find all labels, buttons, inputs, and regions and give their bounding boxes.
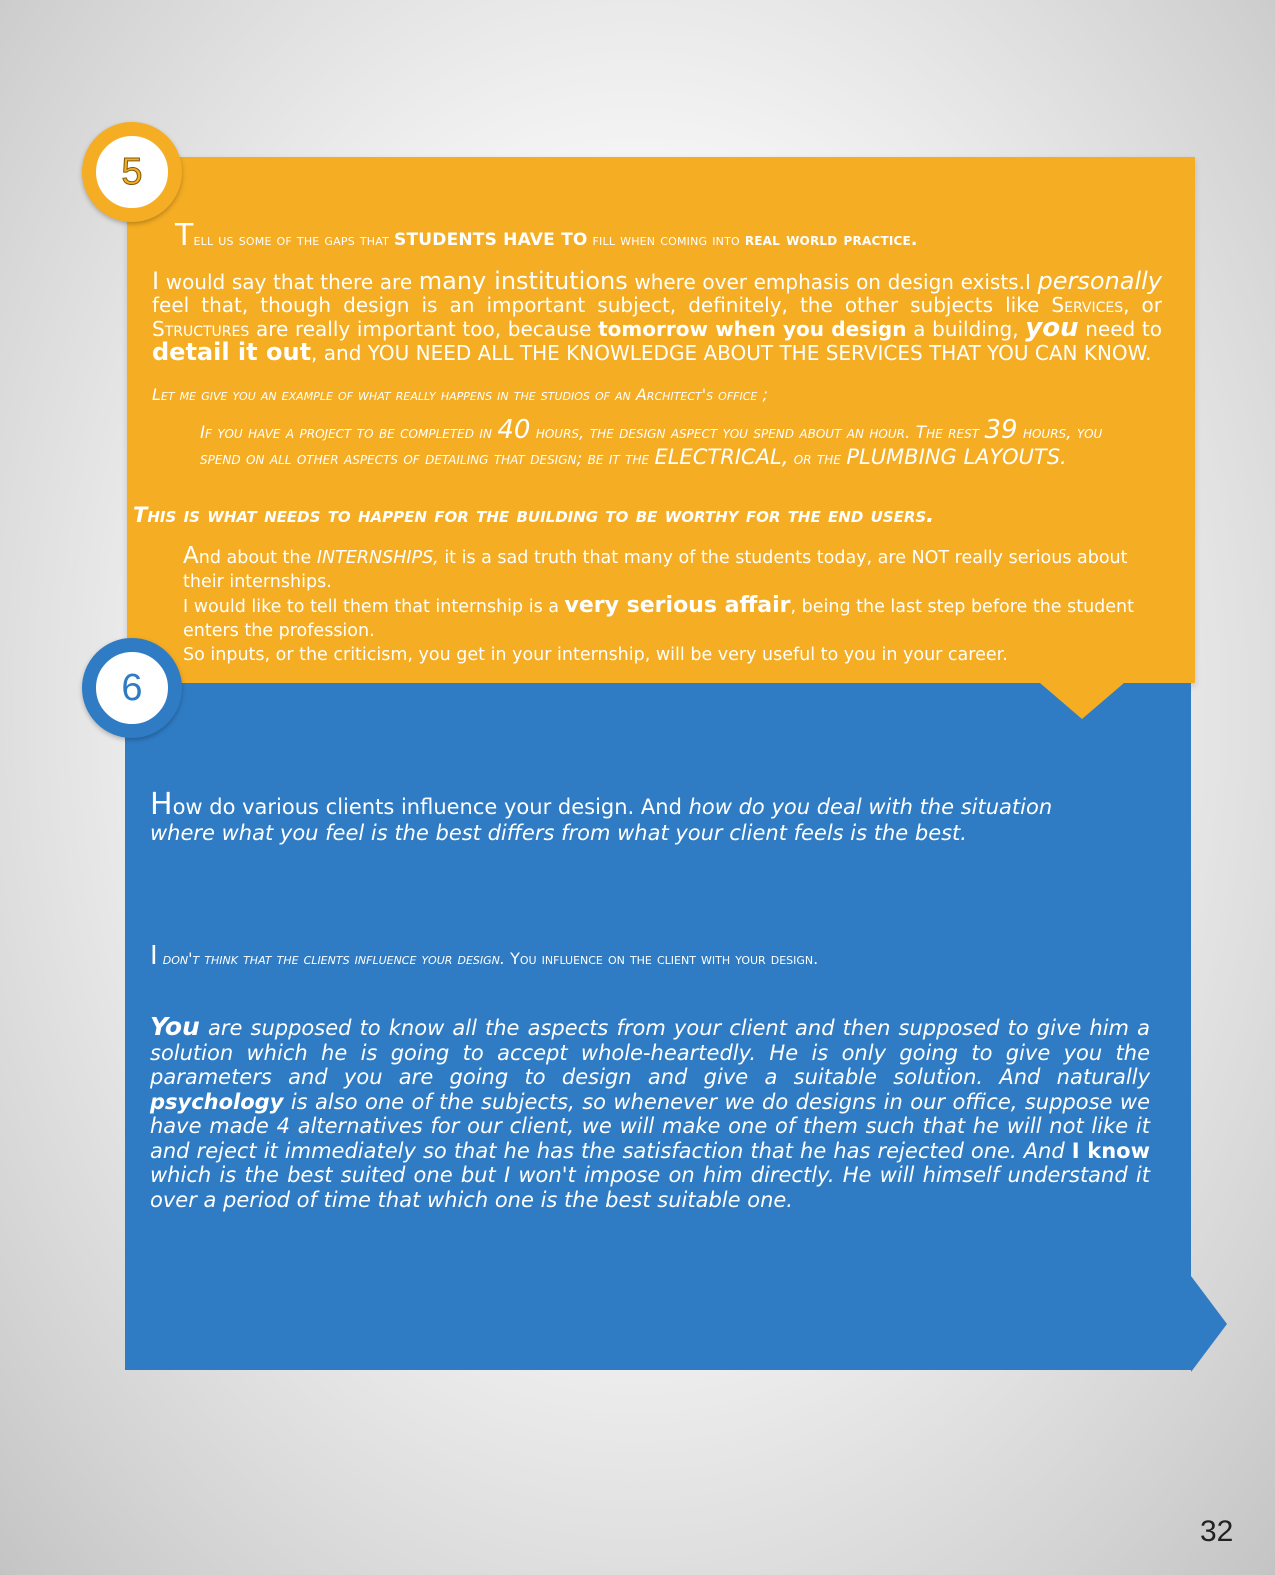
- text-emphasis: You: [150, 1012, 200, 1041]
- drop-cap: H: [150, 787, 173, 822]
- heading-highlight: STUDENTS HAVE TO: [394, 230, 588, 250]
- text-run: or the: [788, 449, 847, 469]
- text-run: , or: [1123, 293, 1162, 317]
- internship-paragraph: [183, 544, 1158, 667]
- question-number-badge-5: [82, 122, 182, 222]
- text-run: are supposed to know all the aspects from your client and then supposed to give him a solution which he is going to accept whole-heartedly. He is only going to give you the parameters and you are going to design and give a suitable solution. And naturally: [150, 1016, 1150, 1089]
- text-emphasis: many institutions: [418, 267, 628, 295]
- text-run: nd about the: [198, 548, 317, 568]
- badge-number: 5: [121, 150, 143, 193]
- text-run: hours, you spend on all other aspects of detailing that design; be it the: [200, 423, 1103, 469]
- paragraph: So inputs, or the criticism, you get in your internship, will be very useful to you in your career.: [183, 645, 1008, 665]
- text-emphasis: Structures: [152, 317, 250, 341]
- question-6-heading: [150, 787, 1120, 846]
- drop-cap: T: [175, 218, 194, 253]
- heading-text: fill when coming into: [587, 231, 745, 249]
- speech-pointer: [1040, 683, 1124, 719]
- text-run: feel that, though design is an important subject, definitely, the other subjects like: [152, 293, 1052, 317]
- text-run: don't think that the clients influence your design.: [157, 949, 505, 968]
- text-emphasis: personally: [1037, 267, 1163, 295]
- text-run: need to: [1078, 317, 1162, 341]
- text-run: , and YOU NEED ALL THE KNOWLEDGE ABOUT THE SERVICES THAT YOU CAN KNOW.: [311, 341, 1152, 365]
- heading-highlight: real world practice.: [744, 230, 918, 250]
- question-number-badge-6: [82, 638, 182, 738]
- badge-number: 6: [121, 666, 143, 709]
- heading-text: how do you deal with the situation where what you feel is the best differs from what your client feels is the best.: [150, 795, 1053, 845]
- text-emphasis: 40: [497, 415, 531, 445]
- text-emphasis: Services: [1051, 293, 1124, 317]
- heading-text: ell us some of the gaps that: [193, 231, 395, 249]
- text-run: would say that there are: [159, 270, 419, 294]
- text-run: where over emphasis on design exists.I: [627, 270, 1038, 294]
- drop-cap: I: [152, 267, 160, 295]
- paragraph: [183, 544, 1158, 594]
- drop-cap: I: [150, 941, 158, 971]
- text-emphasis: very serious affair: [564, 593, 791, 618]
- text-run: I would like to tell them that internship is a: [183, 597, 565, 617]
- text-run: are really important too, because: [249, 317, 599, 341]
- text-run: You influence on the client with your design.: [504, 949, 819, 968]
- heading-text: ow do various clients influence your design. And: [172, 795, 689, 819]
- text-run: is also one of the subjects, so whenever we do designs in our office, suppose we have made 4 alternatives for our client, we will make one of them such that he will not like it and reject it immediately so that he has the satisfaction that he has rejected one. And: [150, 1089, 1150, 1163]
- text-run: a building,: [906, 317, 1026, 341]
- example-intro: Let me give you an example of what really happens in the studios of an Architect's office ;: [152, 385, 768, 404]
- text-emphasis: you: [1025, 313, 1079, 343]
- answer-6-paragraph: [150, 1012, 1150, 1212]
- text-run: , being the last step before the student enters the profession.: [183, 597, 1135, 641]
- text-emphasis: INTERNSHIPS,: [316, 548, 439, 568]
- paragraph: [183, 594, 1158, 643]
- text-emphasis: tomorrow when you design: [598, 317, 907, 341]
- text-run: it is a sad truth that many of the students today, are NOT really serious about their internships.: [183, 548, 1128, 592]
- drop-cap: A: [183, 543, 199, 569]
- emphasis-statement: This is what needs to happen for the building to be worthy for the end users.: [133, 503, 935, 527]
- text-emphasis: ELECTRICAL,: [654, 445, 789, 469]
- text-emphasis: I know: [1071, 1138, 1150, 1163]
- text-run: which is the best suited one but I won't impose on him directly. He will himself understand it over a period of time that which one is the best suitable one.: [150, 1163, 1150, 1212]
- text-emphasis: detail it out: [152, 338, 312, 366]
- answer-5-paragraph: [152, 267, 1163, 366]
- quote-block: [200, 415, 1120, 471]
- text-run: If you have a project to be completed in: [200, 423, 498, 443]
- text-emphasis: PLUMBING LAYOUTS.: [846, 445, 1067, 469]
- question-5-heading: [175, 218, 1165, 253]
- text-emphasis: psychology: [150, 1089, 284, 1114]
- arrow-right-shape: [1191, 1276, 1227, 1372]
- answer-6-lead: [150, 943, 1150, 972]
- text-emphasis: 39: [984, 415, 1018, 445]
- page-number: 32: [1200, 1515, 1234, 1548]
- text-run: hours, the design aspect you spend about an hour. The rest: [530, 423, 985, 443]
